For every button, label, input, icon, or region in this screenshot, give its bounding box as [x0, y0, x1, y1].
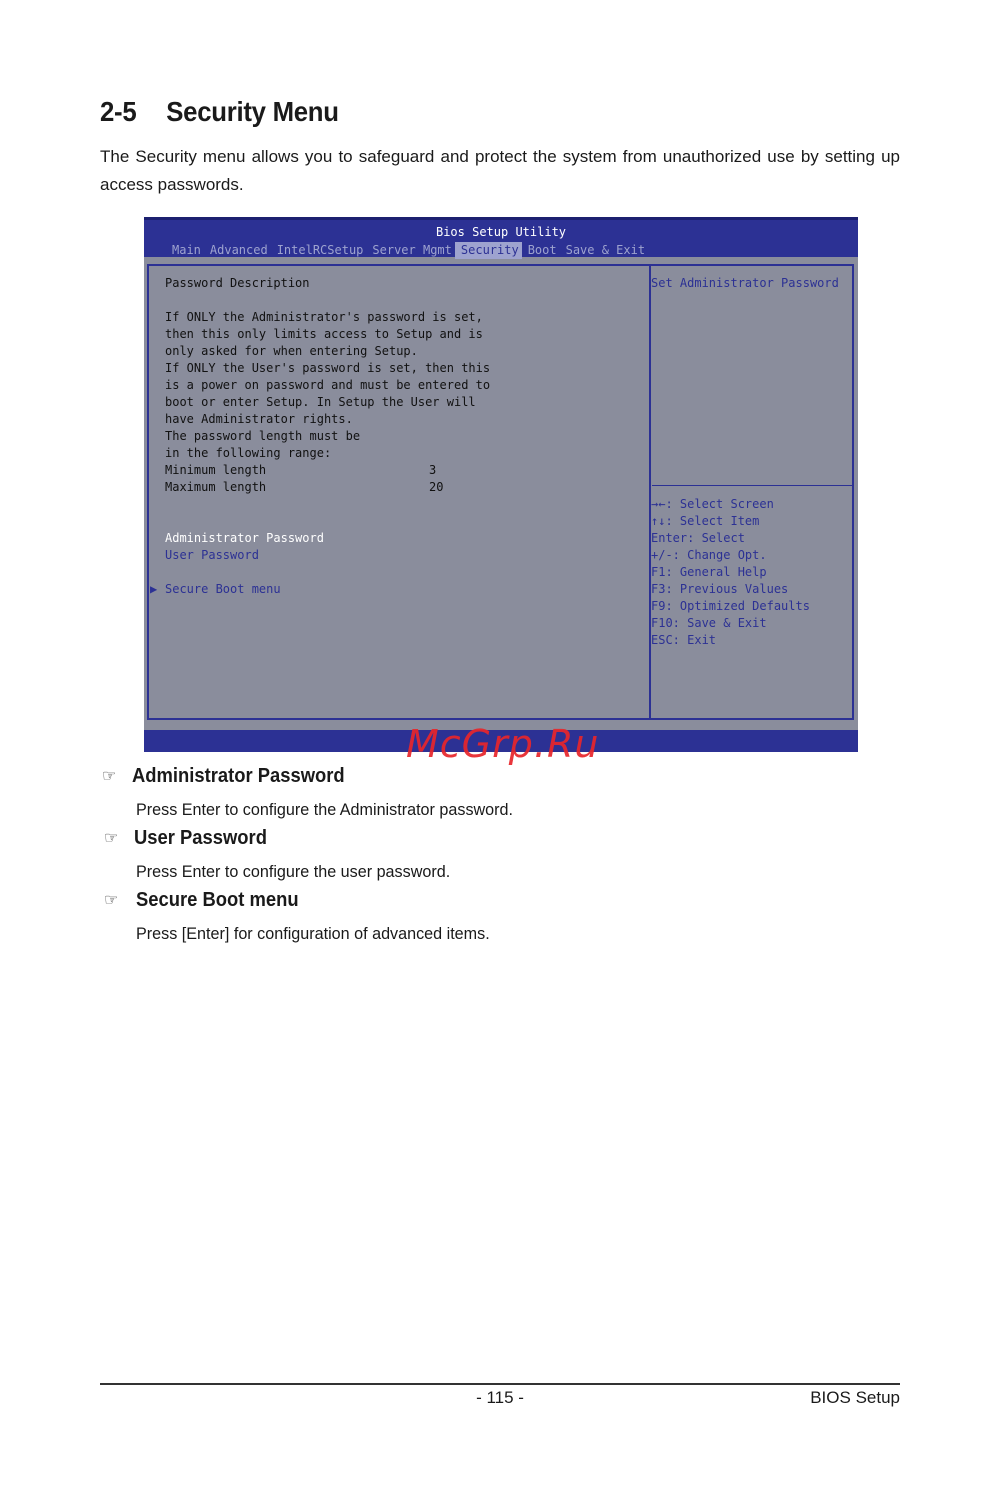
footer-label: BIOS Setup: [810, 1388, 900, 1407]
desc-line: in the following range:: [165, 446, 332, 460]
key-hint: F10: Save & Exit: [651, 616, 767, 630]
user-password-item[interactable]: User Password: [165, 548, 259, 562]
key-hint: ESC: Exit: [651, 633, 717, 647]
item-heading-admin-password: Administrator Password: [132, 765, 345, 787]
max-length-label: Maximum length: [165, 480, 267, 494]
item-desc-secure-boot: Press [Enter] for configuration of advanced items.: [136, 924, 490, 943]
bios-tabs: [166, 242, 648, 259]
item-heading-secure-boot: Secure Boot menu: [136, 889, 299, 911]
key-hint: ↑↓: Select Item: [651, 514, 760, 528]
tab-intelrcsetup[interactable]: IntelRCSetup: [276, 243, 364, 257]
desc-line: The password length must be: [165, 429, 361, 443]
tab-save-exit[interactable]: Save & Exit: [565, 243, 646, 257]
section-number: 2-5: [100, 96, 137, 127]
section-title-text: Security Menu: [166, 96, 339, 127]
desc-line: If ONLY the Administrator's password is set,: [165, 310, 483, 324]
bios-column-divider: [649, 266, 651, 718]
key-hint: +/-: Change Opt.: [651, 548, 767, 562]
help-text: Set Administrator Password: [651, 276, 839, 290]
desc-line: Password Description: [165, 276, 310, 290]
bios-body: [147, 264, 854, 720]
key-hint: F3: Previous Values: [651, 582, 789, 596]
secure-boot-menu-item[interactable]: Secure Boot menu: [165, 582, 281, 596]
bios-title: Bios Setup Utility: [435, 225, 567, 239]
watermark: McGrp.Ru: [406, 722, 600, 766]
bios-screenshot: [144, 217, 858, 752]
key-hint: F9: Optimized Defaults: [651, 599, 810, 613]
max-length-value: 20: [429, 480, 444, 494]
hand-pointer-icon: ☞: [104, 830, 119, 847]
tab-advanced[interactable]: Advanced: [209, 243, 268, 257]
desc-line: then this only limits access to Setup and is: [165, 327, 483, 341]
desc-line: is a power on password and must be entered to: [165, 378, 491, 392]
item-desc-user-password: Press Enter to configure the user password.: [136, 862, 451, 881]
bios-header: [144, 217, 858, 257]
desc-line: If ONLY the User's password is set, then this: [165, 361, 491, 375]
submenu-arrow-icon: ▶: [150, 582, 158, 596]
footer-rule: [100, 1383, 900, 1385]
admin-password-item[interactable]: Administrator Password: [165, 531, 324, 545]
min-length-value: 3: [429, 463, 437, 477]
hand-pointer-icon: ☞: [104, 892, 119, 909]
item-heading-user-password: User Password: [134, 827, 267, 849]
tab-main[interactable]: Main: [172, 243, 201, 257]
item-desc-admin-password: Press Enter to configure the Administrator password.: [136, 800, 514, 819]
tab-boot[interactable]: Boot: [527, 243, 557, 257]
key-hint: Enter: Select: [651, 531, 745, 545]
desc-line: only asked for when entering Setup.: [165, 344, 418, 358]
hand-pointer-icon: ☞: [102, 768, 117, 785]
desc-line: have Administrator rights.: [165, 412, 353, 426]
section-title: [100, 96, 339, 128]
tab-server-mgmt[interactable]: Server Mgmt: [372, 243, 452, 257]
desc-line: boot or enter Setup. In Setup the User will: [165, 395, 476, 409]
intro-paragraph: The Security menu allows you to safeguard and protect the system from unauthorized use by setting up access passwords.: [100, 147, 900, 194]
key-hint: F1: General Help: [651, 565, 767, 579]
page-number: - 115 -: [476, 1388, 524, 1407]
key-hint: →←: Select Screen: [651, 497, 774, 511]
bios-help-divider: [652, 485, 852, 486]
min-length-label: Minimum length: [165, 463, 267, 477]
tab-security[interactable]: Security: [455, 242, 522, 259]
